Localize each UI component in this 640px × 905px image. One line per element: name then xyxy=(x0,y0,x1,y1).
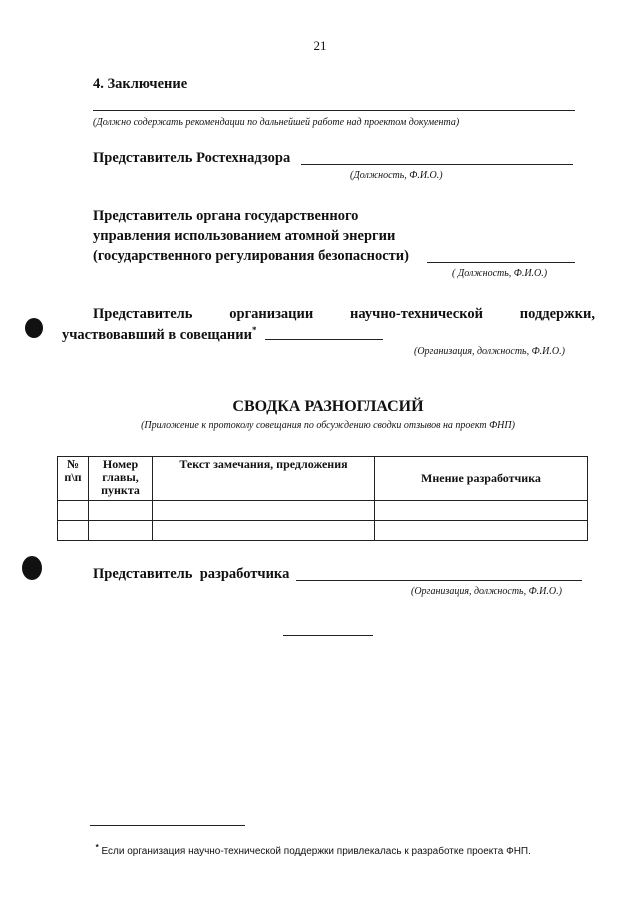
punch-hole-bottom xyxy=(22,556,42,580)
footnote-mark: * xyxy=(95,843,99,852)
rostekhnadzor-hint: (Должность, Ф.И.О.) xyxy=(350,170,443,181)
table-cell[interactable] xyxy=(375,501,588,521)
page-number: 21 xyxy=(313,38,327,53)
support-org-word3: научно-технической xyxy=(350,306,483,322)
state-organ-signature-line[interactable] xyxy=(427,262,575,263)
table-cell[interactable] xyxy=(375,521,588,541)
support-org-footnote-mark: * xyxy=(251,325,257,335)
support-org-line2 xyxy=(62,325,256,344)
conclusion-line xyxy=(93,110,575,111)
header-developer-opinion: Мнение разработчика xyxy=(375,457,588,501)
header-remark: Текст замечания, предложения xyxy=(153,457,375,501)
table-cell[interactable] xyxy=(153,521,375,541)
svodka-title: СВОДКА РАЗНОГЛАСИЙ xyxy=(232,398,424,415)
table-cell[interactable] xyxy=(58,501,89,521)
rostekhnadzor-signature-line[interactable] xyxy=(301,164,573,165)
support-org-word2: организации xyxy=(229,306,314,322)
svodka-header-row xyxy=(58,457,588,501)
punch-hole-top xyxy=(25,318,43,338)
footnote-separator xyxy=(90,825,245,826)
support-org-signature-line[interactable] xyxy=(265,339,383,340)
section-title: 4. Заключение xyxy=(93,76,188,92)
svodka-subtitle: (Приложение к протоколу совещания по обсуждению сводки отзывов на проект ФНП) xyxy=(141,420,515,431)
center-divider xyxy=(283,635,373,636)
svodka-table xyxy=(57,456,588,541)
table-cell[interactable] xyxy=(58,521,89,541)
support-org-line2-text: участвовавший в совещании xyxy=(62,327,252,343)
table-row xyxy=(58,521,588,541)
conclusion-hint: (Должно содержать рекомендации по дальнейшей работе над проектом документа) xyxy=(93,117,460,128)
support-org-word1: Представитель xyxy=(93,306,193,322)
table-cell[interactable] xyxy=(153,501,375,521)
developer-hint: (Организация, должность, Ф.И.О.) xyxy=(411,586,562,597)
header-chapter: Номер главы, пункта xyxy=(89,457,153,501)
state-organ-line3: (государственного регулирования безопасности) xyxy=(93,248,409,264)
rostekhnadzor-label: Представитель Ростехнадзора xyxy=(93,150,291,166)
state-organ-hint: ( Должность, Ф.И.О.) xyxy=(452,268,548,279)
table-cell[interactable] xyxy=(89,521,153,541)
table-cell[interactable] xyxy=(89,501,153,521)
state-organ-line1: Представитель органа государственного xyxy=(93,208,359,224)
support-org-hint: (Организация, должность, Ф.И.О.) xyxy=(414,346,565,357)
table-row xyxy=(58,501,588,521)
header-number: № п\п xyxy=(58,457,89,501)
footnote xyxy=(90,832,531,857)
support-org-word4: поддержки, xyxy=(519,306,595,322)
developer-signature-line[interactable] xyxy=(296,580,582,581)
state-organ-line2: управления использованием атомной энергии xyxy=(93,228,396,244)
support-org-line1 xyxy=(93,306,595,323)
footnote-text: Если организация научно-технической поддержки привлекалась к разработке проекта ФНП. xyxy=(98,846,531,857)
developer-label: Представитель разработчика xyxy=(93,566,290,582)
